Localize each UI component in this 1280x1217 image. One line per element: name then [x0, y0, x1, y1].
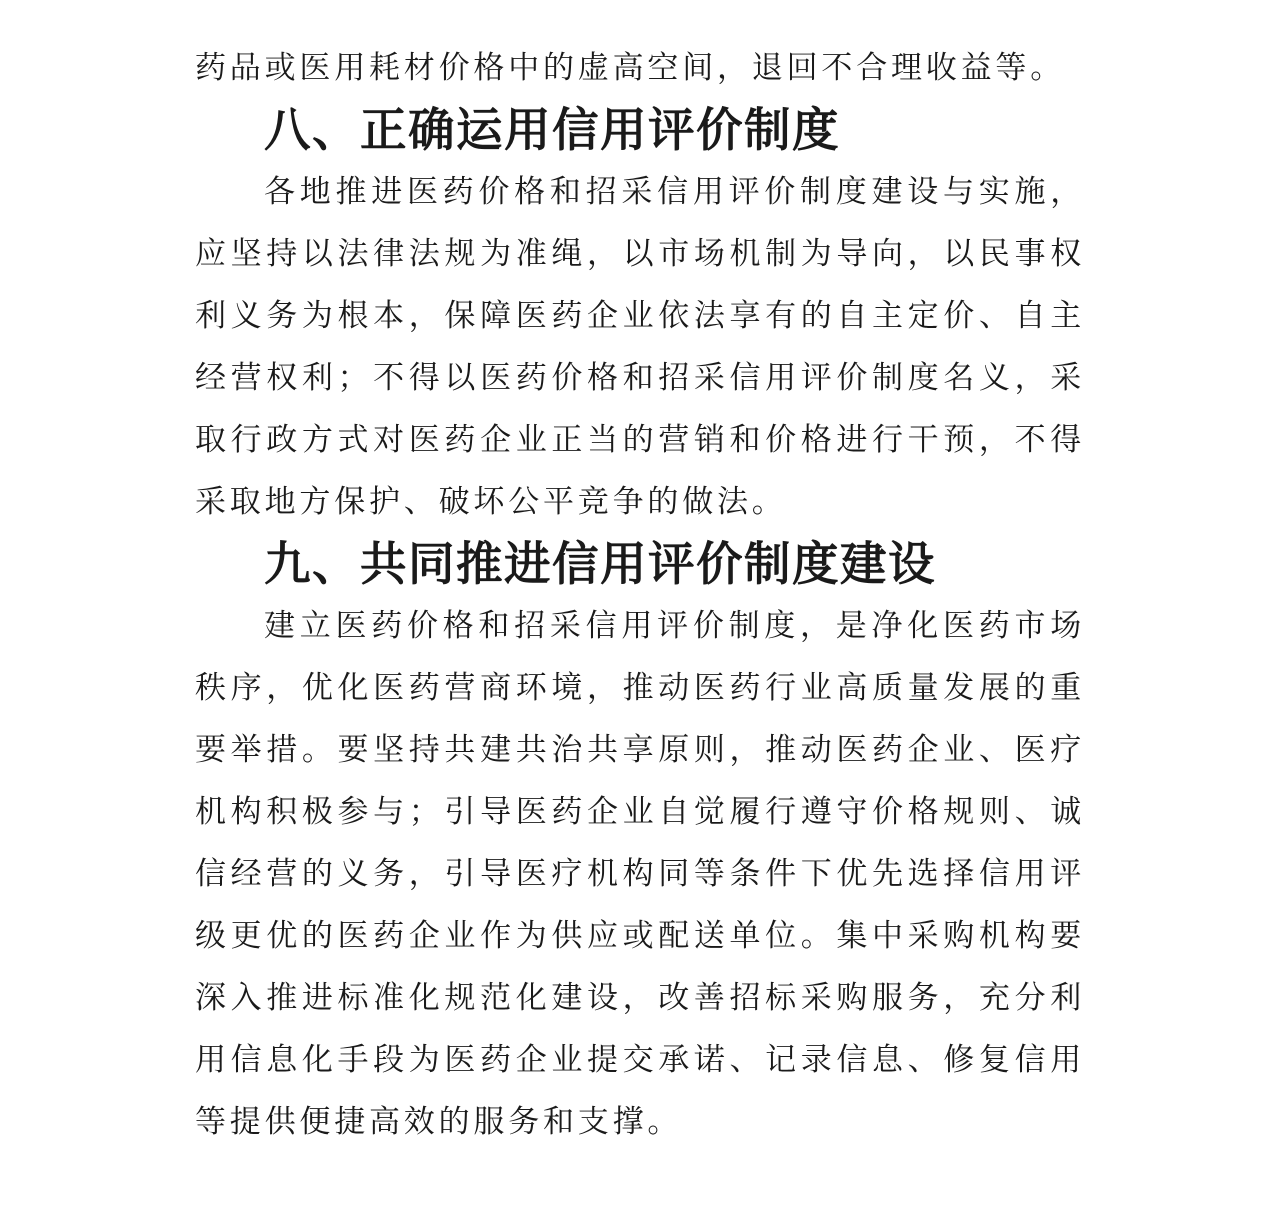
section-9-heading: 九、共同推进信用评价制度建设: [264, 537, 936, 591]
section-8-paragraph: 各地推进医药价格和招采信用评价制度建设与实施，应坚持以法律法规为准绳，以市场机制为导向，以民事权利义务为根本，保障医药企业依法享有的自主定价、自主经营权利；不得以医药价格和招采信用评价制度名义，采取行政方式对医药企业正当的营销和价格进行干预，不得采取地方保护、破坏公平竞争的做法。: [195, 174, 1085, 520]
section-8-heading: 八、正确运用信用评价制度: [264, 103, 840, 157]
continuation-paragraph: 药品或医用耗材价格中的虚高空间，退回不合理收益等。: [195, 50, 1065, 86]
section-9-paragraph: 建立医药价格和招采信用评价制度，是净化医药市场秩序，优化医药营商环境，推动医药行业高质量发展的重要举措。要坚持共建共治共享原则，推动医药企业、医疗机构积极参与；引导医药企业自觉履行遵守价格规则、诚信经营的义务，引导医疗机构同等条件下优先选择信用评级更优的医药企业作为供应或配送单位。集中采购机构要深入推进标准化规范化建设，改善招标采购服务，充分利用信息化手段为医药企业提交承诺、记录信息、修复信用等提供便捷高效的服务和支撑。: [195, 608, 1085, 1140]
document-body: [195, 37, 1085, 1153]
